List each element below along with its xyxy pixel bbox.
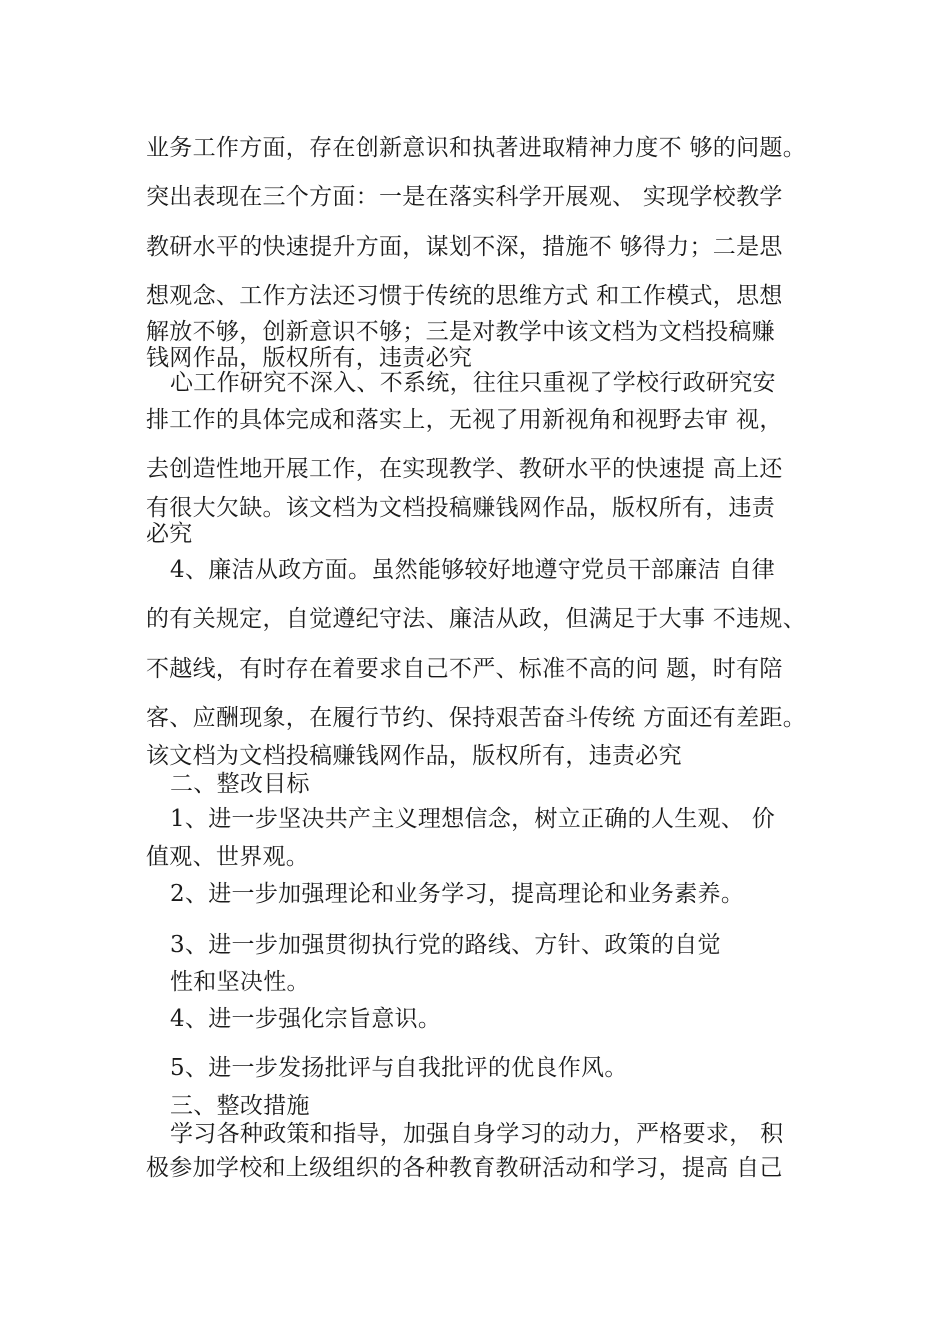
paragraph-line: 极参加学校和上级组织的各种教育教研活动和学习，提高 自己 [146,1155,783,1181]
paragraph-line: 该文档为文档投稿赚钱网作品，版权所有，违责必究 [146,743,682,769]
list-item: 4、进一步强化宗旨意识。 [170,1006,442,1032]
paragraph-line: 学习各种政策和指导，加强自身学习的动力，严格要求， 积 [170,1121,784,1147]
paragraph-line: 教研水平的快速提升方面，谋划不深，措施不 够得力；二是思 [146,234,783,260]
paragraph-line: 有很大欠缺。该文档为文档投稿赚钱网作品，版权所有，违责 [146,495,776,521]
list-item: 2、进一步加强理论和业务学习，提高理论和业务素养。 [170,881,745,907]
list-item: 3、进一步加强贯彻执行党的路线、方针、政策的自觉 [170,932,721,958]
list-item: 1、进一步坚决共产主义理想信念，树立正确的人生观、 价 [170,806,776,832]
paragraph-line: 客、应酬现象，在履行节约、保持艰苦奋斗传统 方面还有差距。 [146,705,807,731]
paragraph-line: 必究 [146,521,193,547]
paragraph-line: 去创造性地开展工作，在实现教学、教研水平的快速提 高上还 [146,456,783,482]
list-item-continuation: 性和坚决性。 [170,969,310,995]
paragraph-line: 排工作的具体完成和落实上，无视了用新视角和视野去审 视， [146,407,783,433]
paragraph-line: 突出表现在三个方面：一是在落实科学开展观、 实现学校教学 [146,184,783,210]
list-item-continuation: 值观、世界观。 [146,844,310,870]
paragraph-line: 的有关规定，自觉遵纪守法、廉洁从政，但满足于大事 不违规、 [146,606,807,632]
paragraph-line: 心工作研究不深入、不系统，往往只重视了学校行政研究安 [170,370,776,396]
paragraph-line: 业务工作方面，存在创新意识和执著进取精神力度不 够的问题。 [146,135,807,161]
paragraph-line: 钱网作品，版权所有，违责必究 [146,345,473,371]
section-heading-measures: 三、整改措施 [170,1093,310,1119]
paragraph-line: 想观念、工作方法还习惯于传统的思维方式 和工作模式，思想 [146,283,783,309]
paragraph-line: 解放不够，创新意识不够；三是对教学中该文档为文档投稿赚 [146,319,776,345]
paragraph-line: 不越线，有时存在着要求自己不严、标准不高的问 题，时有陪 [146,656,783,682]
list-item: 5、进一步发扬批评与自我批评的优良作风。 [170,1055,628,1081]
paragraph-line: 4、廉洁从政方面。虽然能够较好地遵守党员干部廉洁 自律 [170,557,776,583]
section-heading-goals: 二、整改目标 [170,771,310,797]
